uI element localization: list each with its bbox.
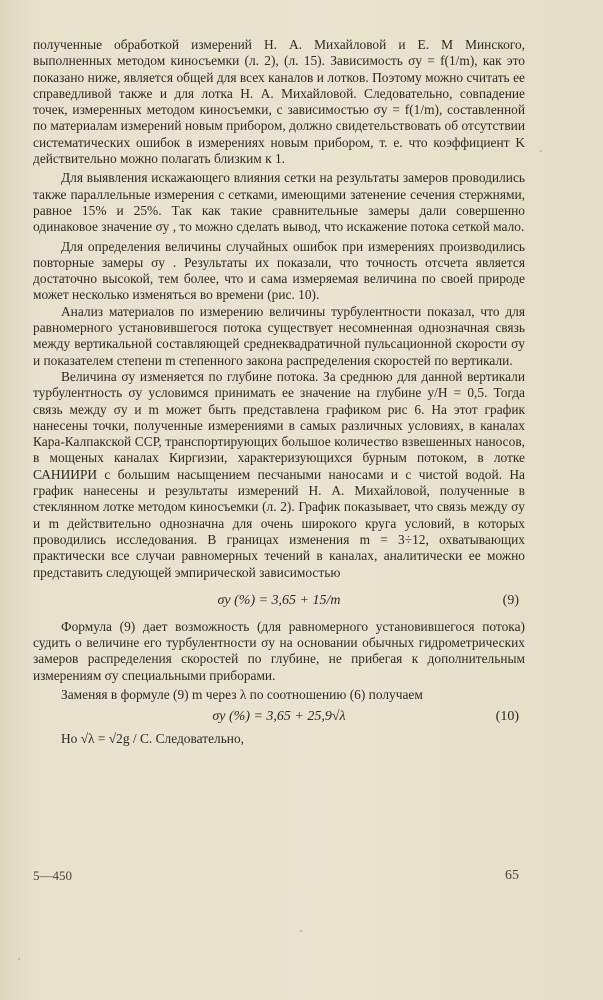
printer-signature: 5—450: [33, 868, 72, 883]
page-number: 65: [505, 868, 519, 883]
paragraph-formula-use: Формула (9) дает возможность (для равномерного установившегося потока) судить о величине его турбулентности σy на основании обычных гидрометрических замеров распределения скоростей по глубине, не прибегая к дополнительным измерениям σy специальными приборами.: [33, 618, 525, 683]
formula-9: [33, 585, 525, 617]
paragraph-continuation: полученные обработкой измерений Н. А. Михайловой и Е. М Минского, выполненных методом киносъемки (л. 2), (л. 15). Зависимость σy = f(1/m), как это показано ниже, является общей для всех каналов и лотков. Поэтому можно считать ее справедливой также и для лотка Н. А. Михайловой. Следовательно, совпадение точек, измеренных методом киносъемки, с зависимостью σy = f(1/m), составленной по материалам измерений новым прибором, должно свидетельствовать об отсутствии систематических ошибок в измерениях новым прибором, т. е. что коэффициент K действительно можно полагать близким к 1.: [33, 37, 525, 167]
formula-10: [33, 707, 525, 729]
paragraph-analysis: Анализ материалов по измерению величины турбулентности показал, что для равномерного установившегося потока существует несомненная однозначная связь между вертикальной составляющей среднеквадратичной пульсационной скорости σy и показателем степени m степенного закона распределения скоростей по вертикали.: [33, 303, 525, 368]
paper-speck: [540, 150, 542, 152]
body-text: [33, 37, 525, 748]
paper-speck: [300, 930, 302, 932]
paragraph-depth-variation: Величина σy изменяется по глубине потока. За среднюю для данной вертикали турбулентность σy условимся принимать ее значение на глубине y/H = 0,5. Тогда связь между σy и m может быть представлена графиком рис 6. На этот график нанесены точки, полученные измерениями в самых различных условиях, в каналах Кара-Калпакской ССР, транспортирующих большое количество взвешенных наносов, в мощеных каналах Киргизии, характеризующихся бурным потоком, в лотке САНИИРИ с большим насыщением песчаными наносами и с чистой водой. На график нанесены и результаты измерений Н. А. Михайловой, полученные в стеклянном лотке методом киносъемки (л. 2). График показывает, что связь между σy и m действительно однозначна для очень широкого круга условий, в которых проводились исследования. В границах изменения m = 3÷12, охватывающих практически все случаи равномерных течений в каналах, аналитически ее можно представить следующей эмпирической зависимостью: [33, 368, 525, 580]
paragraph-random-errors: Для определения величины случайных ошибок при измерениях производились повторные замеры σy . Результаты их показали, что точность отсчета является достаточно высокой, тем более, что и сама измеряемая величина по своей природе может несколько изменяться во времени (рис. 10).: [33, 238, 525, 303]
paper-speck: [18, 958, 20, 960]
formula-9-expression: σy (%) = 3,65 + 15/m: [217, 592, 341, 608]
formula-9-number: (9): [502, 592, 519, 608]
formula-10-expression: σy (%) = 3,65 + 25,9√λ: [212, 709, 346, 725]
closing-line: Но √λ = √2g / C. Следовательно,: [61, 731, 245, 747]
formula-10-number: (10): [495, 709, 519, 725]
paragraph-substitution: Заменяя в формуле (9) m через λ по соотношению (6) получаем: [61, 686, 423, 702]
paragraph-grid-influence: Для выявления искажающего влияния сетки на результаты замеров проводились также параллельные измерения с сетками, имеющими затенение сечения стержнями, равное 15% и 25%. Так как такие сравнительные замеры дали совершенно одинаковое значение σy , то можно сделать вывод, что искажение потока сеткой мало.: [33, 170, 525, 235]
